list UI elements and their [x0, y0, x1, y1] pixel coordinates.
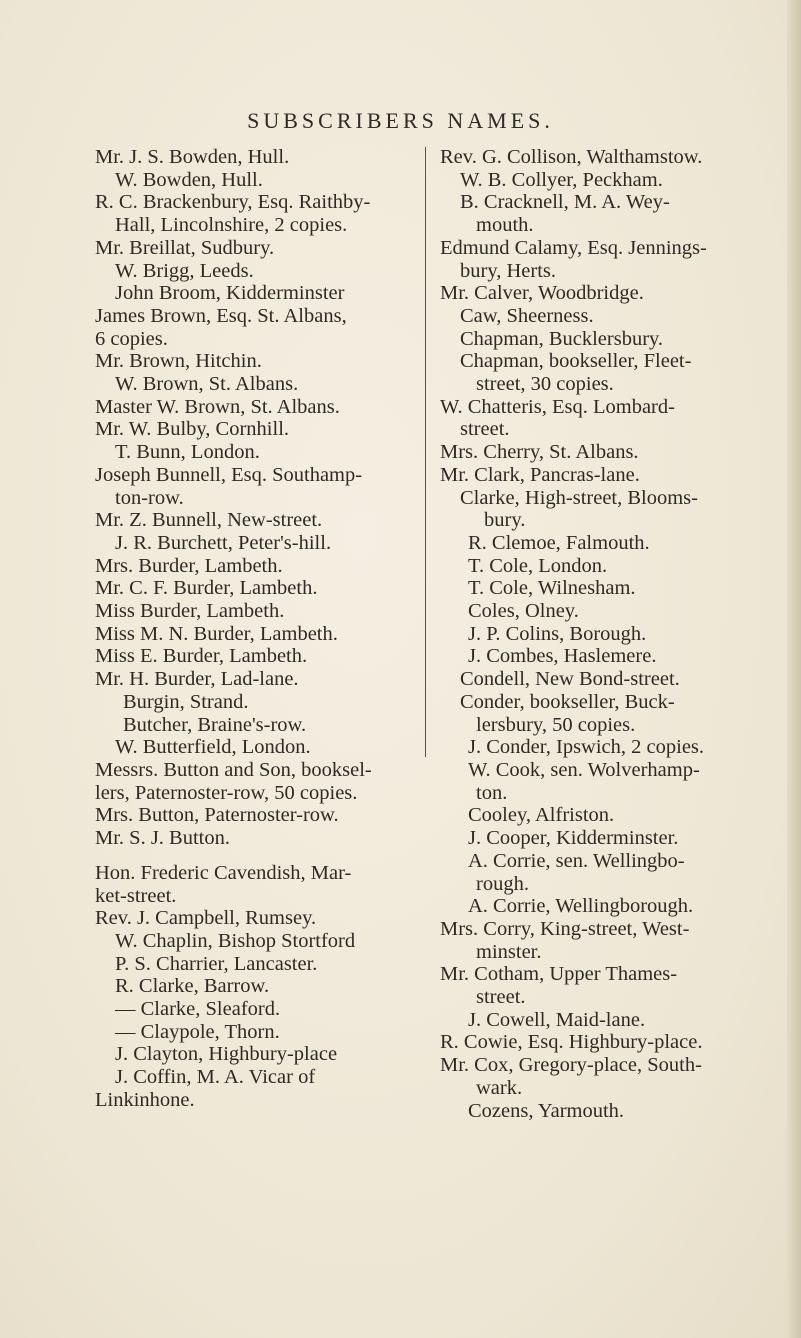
list-item: W. Brown, St. Albans.: [115, 373, 299, 396]
list-item: R. Clarke, Barrow.: [115, 975, 270, 998]
list-item: John Broom, Kidderminster: [115, 282, 345, 305]
list-item: rough.: [476, 872, 529, 895]
list-item: Clarke, High-street, Blooms-: [460, 486, 698, 509]
page-heading: SUBSCRIBERS NAMES.: [247, 108, 554, 133]
list-item: R. Cowie, Esq. Highbury-place.: [440, 1031, 703, 1054]
list-item: James Brown, Esq. St. Albans,: [95, 304, 347, 327]
list-item: Mr. Cox, Gregory-place, South-: [440, 1054, 702, 1077]
list-item: Chapman, Bucklersbury.: [460, 327, 664, 350]
list-item: Master W. Brown, St. Albans.: [95, 395, 340, 418]
list-item: — Claypole, Thorn.: [115, 1020, 280, 1043]
list-item: Conder, bookseller, Buck-: [460, 690, 675, 713]
list-item: Mrs. Burder, Lambeth.: [95, 554, 283, 577]
list-item: lersbury, 50 copies.: [476, 713, 636, 736]
list-item: J. Clayton, Highbury-place: [115, 1043, 338, 1066]
list-item: Chapman, bookseller, Fleet-: [460, 350, 692, 373]
list-item: W. Chaplin, Bishop Stortford: [115, 929, 356, 952]
list-item: J. Combes, Haslemere.: [468, 645, 657, 668]
list-item: mouth.: [476, 214, 534, 237]
page-edge: [787, 0, 801, 1338]
list-item: A. Corrie, sen. Wellingbo-: [468, 849, 685, 872]
list-item: B. Cracknell, M. A. Wey-: [460, 191, 670, 214]
list-item: W. Bowden, Hull.: [115, 168, 263, 191]
list-item: W. Brigg, Leeds.: [115, 259, 254, 282]
list-item: Hon. Frederic Cavendish, Mar-: [95, 861, 352, 884]
list-item: Mr. S. J. Button.: [95, 827, 230, 850]
list-item: Miss E. Burder, Lambeth.: [95, 645, 308, 668]
column-divider: [425, 147, 426, 757]
list-item: J. Cooper, Kidderminster.: [468, 827, 679, 850]
list-item: J. Conder, Ipswich, 2 copies.: [468, 736, 705, 759]
list-item: P. S. Charrier, Lancaster.: [115, 952, 318, 975]
list-item: Mr. W. Bulby, Cornhill.: [95, 418, 290, 441]
list-item: Miss M. N. Burder, Lambeth.: [95, 622, 338, 645]
list-item: W. Chatteris, Esq. Lombard-: [440, 395, 675, 418]
list-item: J. Coffin, M. A. Vicar of: [115, 1066, 316, 1089]
list-item: bury.: [484, 509, 526, 532]
list-item: R. C. Brackenbury, Esq. Raithby-: [95, 191, 371, 214]
list-item: — Clarke, Sleaford.: [115, 998, 281, 1021]
list-item: T. Bunn, London.: [115, 441, 260, 464]
list-item: Mr. Breillat, Sudbury.: [95, 236, 275, 259]
list-item: Caw, Sheerness.: [460, 304, 594, 327]
list-item: Butcher, Braine's-row.: [123, 713, 307, 736]
list-item: W. B. Collyer, Peckham.: [460, 168, 663, 191]
subscriber-list-right: [440, 146, 785, 1122]
list-item: Mr. Calver, Woodbridge.: [440, 282, 644, 305]
list-item: street.: [460, 418, 510, 441]
list-item: Rev. G. Collison, Walthamstow.: [440, 146, 703, 168]
list-item: Edmund Calamy, Esq. Jennings-: [440, 236, 707, 259]
list-item: Mr. C. F. Burder, Lambeth.: [95, 577, 318, 600]
list-item: Burgin, Strand.: [123, 690, 249, 713]
list-item: Mr. Brown, Hitchin.: [95, 350, 262, 373]
list-item: J. Cowell, Maid-lane.: [468, 1008, 646, 1031]
list-item: J. R. Burchett, Peter's-hill.: [115, 531, 332, 554]
list-item: Cozens, Yarmouth.: [468, 1099, 625, 1122]
list-item: A. Corrie, Wellingborough.: [468, 895, 694, 918]
list-item: bury, Herts.: [460, 259, 557, 282]
list-item: T. Cole, Wilnesham.: [468, 577, 636, 600]
list-item: wark.: [476, 1076, 523, 1099]
list-item: Condell, New Bond-street.: [460, 668, 680, 691]
list-item: W. Butterfield, London.: [115, 736, 311, 759]
list-item: Hall, Lincolnshire, 2 copies.: [115, 214, 348, 237]
list-item: 6 copies.: [95, 327, 168, 350]
list-item: Mr. J. S. Bowden, Hull.: [95, 146, 290, 168]
list-item: Coles, Olney.: [468, 600, 579, 623]
list-item: R. Clemoe, Falmouth.: [468, 531, 650, 554]
list-item: ton-row.: [115, 486, 184, 509]
list-item: Mrs. Button, Paternoster-row.: [95, 804, 339, 827]
list-item: street.: [476, 986, 526, 1009]
list-item: Mrs. Cherry, St. Albans.: [440, 441, 639, 464]
list-item: Cooley, Alfriston.: [468, 804, 615, 827]
list-item: ket-street.: [95, 884, 177, 907]
list-item: ton.: [476, 781, 508, 804]
list-item: Mrs. Corry, King-street, West-: [440, 917, 690, 940]
list-item: Mr. H. Burder, Lad-lane.: [95, 668, 299, 691]
list-item: lers, Paternoster-row, 50 copies.: [95, 781, 358, 804]
list-item: Joseph Bunnell, Esq. Southamp-: [95, 463, 363, 486]
list-item: Linkinhone.: [95, 1088, 195, 1111]
list-item: J. P. Colins, Borough.: [468, 622, 647, 645]
list-item: W. Cook, sen. Wolverhamp-: [468, 758, 700, 781]
list-item: street, 30 copies.: [476, 373, 614, 396]
list-item: Rev. J. Campbell, Rumsey.: [95, 907, 317, 930]
list-item: Mr. Clark, Pancras-lane.: [440, 463, 640, 486]
list-item: Messrs. Button and Son, booksel-: [95, 758, 372, 781]
list-item: Miss Burder, Lambeth.: [95, 600, 285, 623]
list-item: minster.: [476, 940, 542, 963]
subscriber-list-left: [95, 146, 420, 1112]
list-item: Mr. Z. Bunnell, New-street.: [95, 509, 323, 532]
list-item: Mr. Cotham, Upper Thames-: [440, 963, 678, 986]
list-item: T. Cole, London.: [468, 554, 608, 577]
